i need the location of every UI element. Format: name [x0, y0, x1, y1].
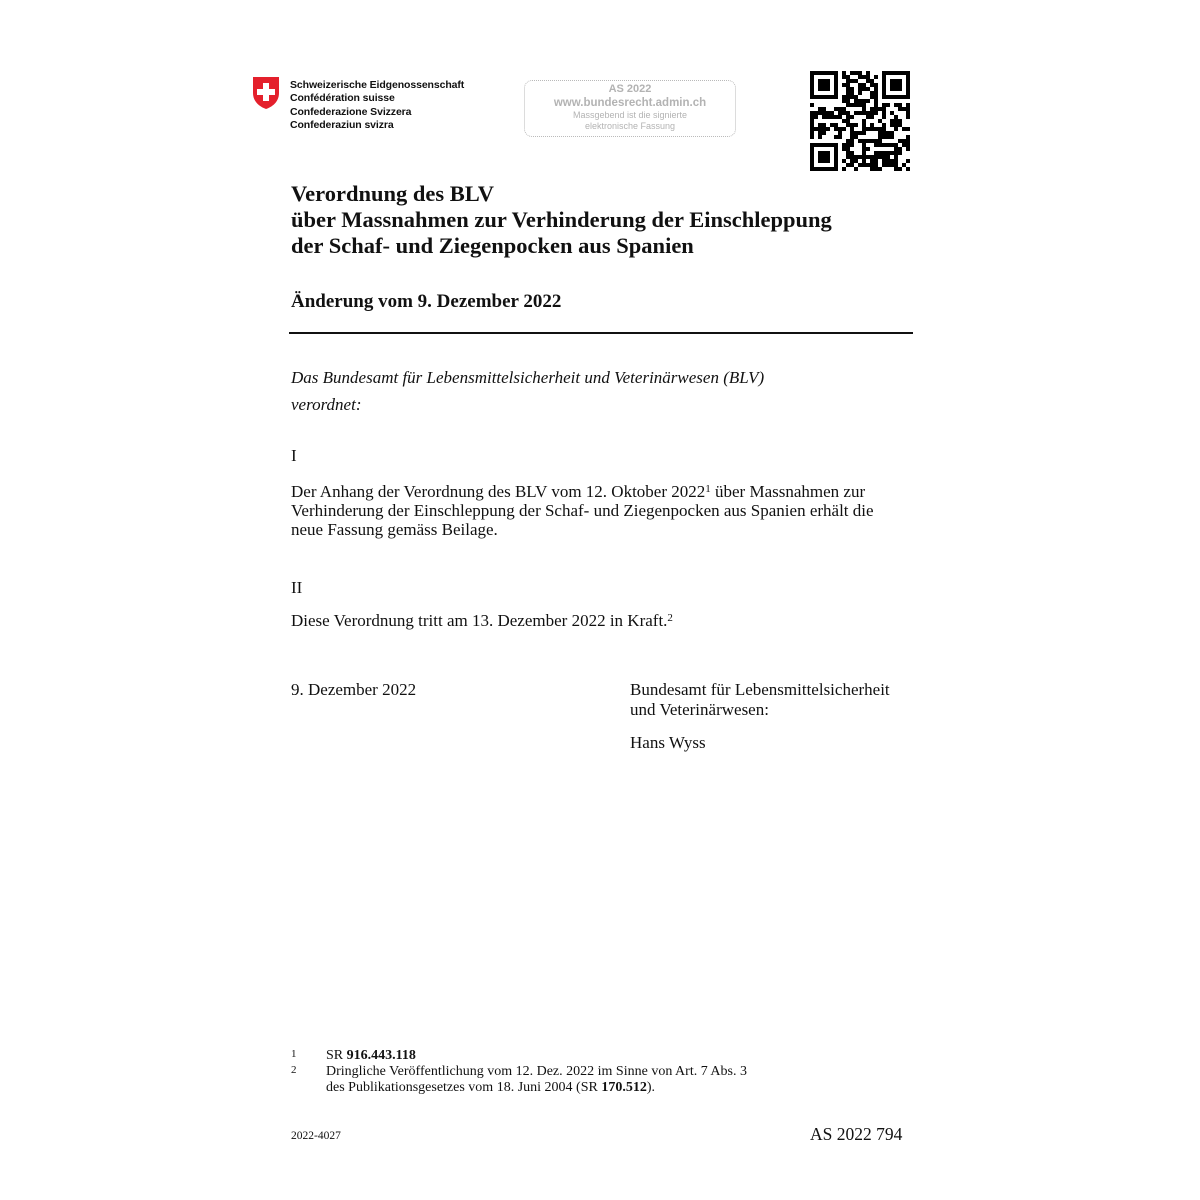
- section-2-numeral: II: [291, 578, 303, 597]
- footnote-ref-2[interactable]: 2: [667, 612, 673, 624]
- preamble-line-2: verordnet:: [291, 395, 362, 414]
- preamble: [291, 364, 764, 418]
- federal-authority-name: [290, 79, 464, 132]
- issuing-office: [630, 680, 890, 719]
- amendment-date-heading: Änderung vom 9. Dezember 2022: [291, 291, 562, 312]
- signer-name: Hans Wyss: [630, 733, 706, 752]
- issuing-office-line-2: und Veterinärwesen:: [630, 699, 769, 719]
- footnote-1-text: SR 916.443.118: [326, 1048, 416, 1063]
- footnote-2-sr-number[interactable]: 170.512: [601, 1079, 647, 1095]
- authority-line-rm: Confederaziun svizra: [290, 118, 394, 131]
- stamp-url: www.bundesrecht.admin.ch: [553, 97, 707, 109]
- footnote-2-line-1: Dringliche Veröffentlichung vom 12. Dez. 2022 im Sinne von Art. 7 Abs. 3: [326, 1064, 747, 1079]
- section-1-text: [291, 482, 916, 540]
- official-publication-stamp: [524, 80, 736, 137]
- ordinance-title: [291, 181, 832, 259]
- document-number: 2022-4027: [291, 1130, 341, 1142]
- section-1-numeral: I: [291, 446, 297, 465]
- issuing-office-line-1: Bundesamt für Lebensmittelsicherheit: [630, 680, 890, 699]
- title-line-2: über Massnahmen zur Verhinderung der Einschleppung: [291, 207, 832, 232]
- authority-line-fr: Confédération suisse: [290, 92, 395, 105]
- footnote-1-number: 1: [291, 1048, 297, 1060]
- authority-line-de: Schweizerische Eidgenossenschaft: [290, 79, 465, 91]
- stamp-collection: AS 2022: [608, 83, 652, 95]
- section-1-line-3: neue Fassung gemäss Beilage.: [291, 520, 498, 540]
- swiss-crest-logo: [252, 76, 280, 110]
- signature-date: 9. Dezember 2022: [291, 680, 417, 699]
- section-1-line-2: Verhinderung der Einschleppung der Schaf- und Ziegenpocken aus Spanien erhält die: [291, 501, 874, 521]
- stamp-note-2: elektronische Fassung: [584, 121, 676, 131]
- title-divider: [289, 332, 913, 334]
- section-1-line-1: Der Anhang der Verordnung des BLV vom 12. Oktober 2022$^1$ über Massnahmen zur: [291, 482, 866, 501]
- authority-line-it: Confederazione Svizzera: [290, 105, 412, 118]
- section-2-text: Diese Verordnung tritt am 13. Dezember 2022 in Kraft.$^2$: [291, 611, 673, 630]
- footnote-2-number: 2: [291, 1064, 297, 1076]
- qr-code: [810, 71, 910, 171]
- title-line-1: Verordnung des BLV: [291, 181, 494, 206]
- footnote-2-text: [326, 1064, 747, 1095]
- stamp-note-1: Massgebend ist die signierte: [572, 110, 688, 120]
- footnote-1-sr-number[interactable]: 916.443.118: [346, 1048, 416, 1063]
- footnote-2-line-2: des Publikationsgesetzes vom 18. Juni 2004 (SR 170.512).: [326, 1079, 655, 1095]
- footnote-ref-1[interactable]: 1: [705, 483, 711, 495]
- official-collection-reference: AS 2022 794: [810, 1124, 903, 1144]
- preamble-line-1: Das Bundesamt für Lebensmittelsicherheit und Veterinärwesen (BLV): [291, 368, 765, 387]
- title-line-3: der Schaf- und Ziegenpocken aus Spanien: [291, 233, 694, 258]
